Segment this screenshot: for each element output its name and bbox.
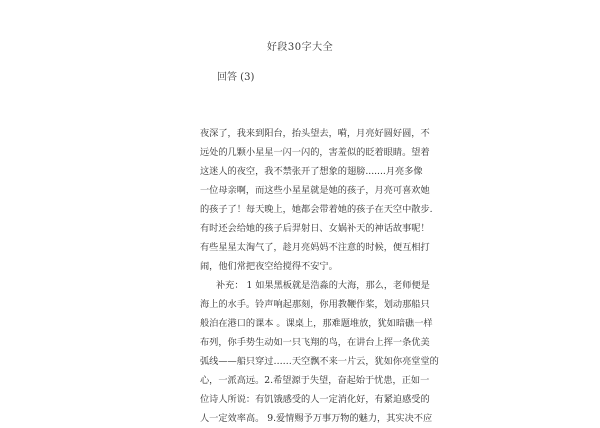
document-title: 好段30字大全: [266, 42, 334, 53]
text-line: 位诗人所说：有饥饿感受的人一定消化好，有紧迫感受的: [200, 394, 430, 405]
text-line: 弧线——船只穿过……天空飘不来一片云，犹如你亮堂堂的: [200, 356, 439, 367]
text-line: 夜深了，我来到阳台，抬头望去，嗬，月亮好圆好圆，不: [200, 128, 430, 139]
text-line: 心，一派高远。2.希望源于失望，奋起始于忧患，正如一: [200, 375, 430, 386]
text-line: 人一定效率高。 9.爱情赐予万事万物的魅力，其实决不应: [200, 413, 433, 424]
text-line: 般泊在港口的课本 。课桌上，那难题堆放，犹如暗礁一样: [200, 318, 433, 329]
text-line: 这迷人的夜空，我不禁张开了想象的翅膀.......月亮多像: [200, 166, 423, 177]
text-line: 一位母亲啊，而这些小星星就是她的孩子，月亮可喜欢她: [200, 185, 430, 196]
answer-body: [200, 124, 439, 428]
answers-heading: 回答 (3): [217, 72, 255, 83]
text-line: 闹，他们常把夜空给搅得不安宁。: [200, 261, 338, 272]
text-line: 有时还会给她的孩子后羿射日、女娲补天的神话故事呢！: [200, 223, 430, 234]
text-line: 补充： 1 如果黑板就是浩淼的大海，那么，老师便是: [216, 280, 430, 291]
text-line: 海上的水手。铃声响起那刻，你用教鞭作桨，划动那船只: [200, 299, 430, 310]
text-line: 的孩子了！每天晚上，她都会带着她的孩子在天空中散步.: [200, 204, 433, 215]
text-line: 远处的几颗小星星一闪一闪的，害羞似的眨着眼睛。望着: [200, 147, 430, 158]
text-line: 有些星星太淘气了，趁月亮妈妈不注意的时候，便互相打: [200, 242, 430, 253]
text-line: 布列，你手势生动如一只飞翔的鸟，在讲台上挥一条优美: [200, 337, 430, 348]
